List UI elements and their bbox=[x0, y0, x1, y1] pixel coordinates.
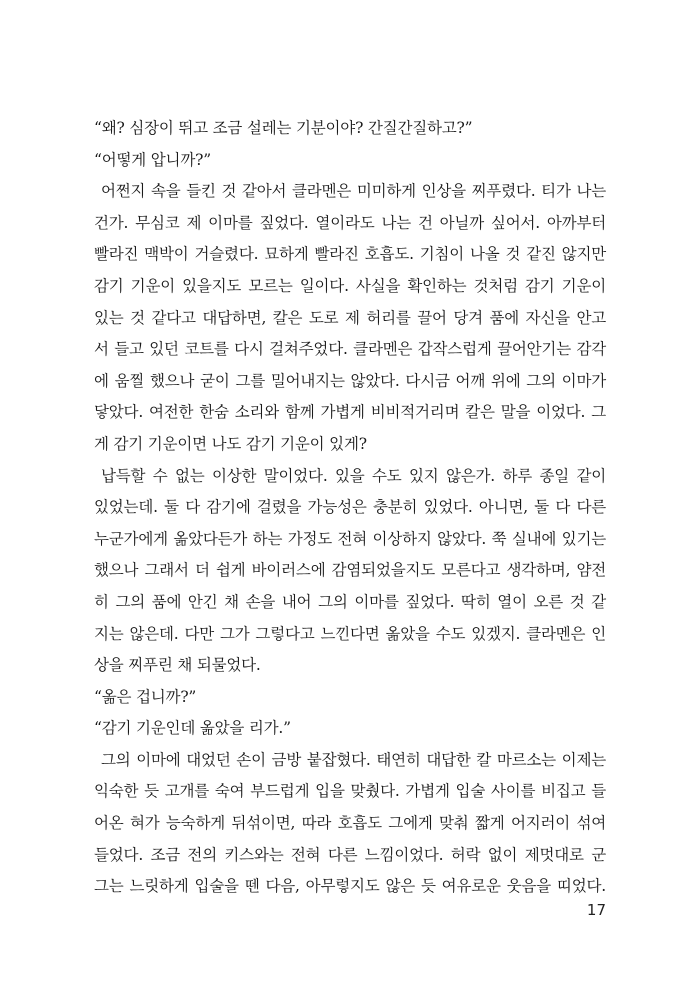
text-line: 들었다. 조금 전의 키스와는 전혀 다른 느낌이었다. 허락 없이 제멋대로 군 bbox=[94, 845, 606, 864]
body-text bbox=[94, 113, 606, 903]
text-line: 상을 찌푸린 채 되물었다. bbox=[94, 656, 261, 675]
text-line: 닿았다. 여전한 한숨 소리와 함께 가볍게 비비적거리며 칼은 말을 이었다. 그 bbox=[94, 403, 606, 422]
text-line: 에 움찔 했으나 굳이 그를 밀어내지는 않았다. 다시금 어깨 위에 그의 이마가 bbox=[94, 371, 606, 390]
text-line: 어온 혀가 능숙하게 뒤섞이면, 따라 호흡도 그에게 맞춰 짧게 어지러이 섞여 bbox=[94, 814, 606, 833]
text-line: 건가. 무심코 제 이마를 짚었다. 열이라도 나는 건 아닐까 싶어서. 아까부터 bbox=[94, 213, 606, 232]
text-line: 빨라진 맥박이 거슬렸다. 묘하게 빨라진 호흡도. 기침이 나올 것 같진 않지만 bbox=[94, 245, 606, 264]
text-line: 누군가에게 옮았다든가 하는 가정도 전혀 이상하지 않았다. 쭉 실내에 있기는 bbox=[94, 529, 606, 548]
dialogue-line: “옮은 겁니까?” bbox=[94, 687, 197, 706]
text-line: 히 그의 품에 안긴 채 손을 내어 그의 이마를 짚었다. 딱히 열이 오른 것 같 bbox=[94, 592, 606, 611]
page-number: 17 bbox=[586, 901, 606, 919]
text-line: 서 들고 있던 코트를 다시 걸쳐주었다. 클라멘은 갑작스럽게 끌어안기는 감각 bbox=[94, 340, 606, 359]
dialogue-line: “왜? 심장이 뛰고 조금 설레는 기분이야? 간질간질하고?” bbox=[94, 119, 473, 137]
text-line: 그의 이마에 대었던 손이 금방 붙잡혔다. 태연히 대답한 칼 마르소는 이제는 bbox=[101, 750, 606, 769]
text-line: 있었는데. 둘 다 감기에 걸렸을 가능성은 충분히 있었다. 아니면, 둘 다 다른 bbox=[94, 498, 606, 517]
text-line: 게 감기 기운이면 나도 감기 기운이 있게? bbox=[94, 434, 367, 453]
dialogue-line: “감기 기운인데 옮았을 리가.” bbox=[94, 719, 291, 738]
text-line: 있는 것 같다고 대답하면, 칼은 도로 제 허리를 끌어 당겨 품에 자신을 안고 bbox=[94, 308, 606, 327]
text-line: 익숙한 듯 고개를 숙여 부드럽게 입을 맞췄다. 가볍게 입술 사이를 비집고 들 bbox=[94, 782, 606, 801]
text-line: 지는 않은데. 다만 그가 그렇다고 느낀다면 옮았을 수도 있겠지. 클라멘은 인 bbox=[94, 624, 606, 643]
text-line: 어쩐지 속을 들킨 것 같아서 클라멘은 미미하게 인상을 찌푸렸다. 티가 나는 bbox=[101, 182, 606, 201]
text-line: 납득할 수 없는 이상한 말이었다. 있을 수도 있지 않은가. 하루 종일 같이 bbox=[101, 466, 606, 485]
text-line: 감기 기운이 있을지도 모르는 일이다. 사실을 확인하는 것처럼 감기 기운이 bbox=[94, 276, 606, 295]
text-line: 그는 느릿하게 입술을 뗀 다음, 아무렇지도 않은 듯 여유로운 웃음을 띠었다. bbox=[94, 877, 606, 896]
text-line: 했으나 그래서 더 쉽게 바이러스에 감염되었을지도 모른다고 생각하며, 얌전 bbox=[94, 561, 606, 580]
dialogue-line: “어떻게 압니까?” bbox=[94, 150, 211, 169]
